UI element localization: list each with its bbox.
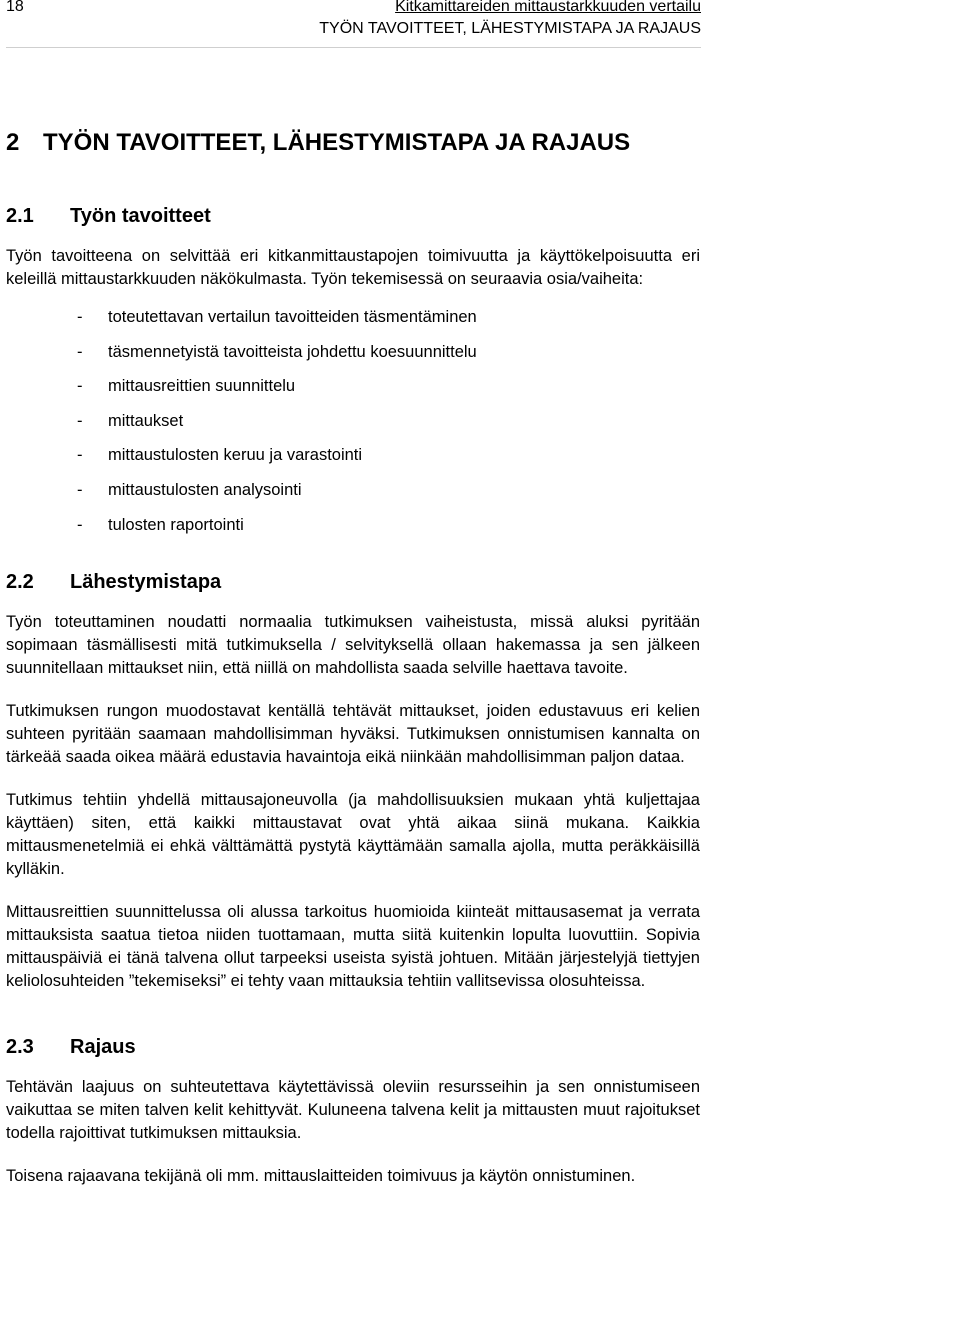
section-title: Rajaus bbox=[70, 1036, 136, 1059]
paragraph: Tutkimus tehtiin yhdellä mittausajoneuvolla (ja mahdollisuuksien mukaan yhtä kuljettajaa käyttäen) siten, että kaikki mittaustavat ovat yhtä aikaa siinä mukana. Kaikkia mittausmenetelmiä ei ehkä välttämättä pystytä käyttämään samalla ajolla, mutta peräkkäisillä kylläkin. bbox=[6, 791, 700, 879]
paragraph: Toisena rajaavana tekijänä oli mm. mittauslaitteiden toimivuus ja käytön onnistuminen. bbox=[6, 1167, 636, 1186]
page-body bbox=[6, 127, 700, 1208]
running-chapter-title: TYÖN TAVOITTEET, LÄHESTYMISTAPA JA RAJAUS bbox=[319, 20, 701, 37]
list-item: - mittaukset bbox=[77, 411, 184, 430]
list-item: - mittausreittien suunnittelu bbox=[77, 377, 296, 396]
section-title: Työn tavoitteet bbox=[70, 205, 211, 227]
paragraph: Tutkimuksen rungon muodostavat kentällä tehtävät mittaukset, joiden edustavuus eri kelien suhteen pyritään saamaan mahdollisimman hyväksi. Tutkimuksen onnistumisen kannalta on tärkeää saada oikea määrä edustavia havaintoja eikä niinkään mahdollisimman paljon dataa. bbox=[6, 702, 700, 767]
paragraph: Tehtävän laajuus on suhteutettava käytettävissä oleviin resursseihin ja sen onnistumiseen vaikuttaa se miten talven kelit kehittyvät. Kuluneena talvena kelit ja mittausten muut rajoitukset todella rajoittivat tutkimuksen mittauksia. bbox=[6, 1078, 700, 1143]
section-number: 2.3 bbox=[6, 1036, 34, 1059]
list-item: - tulosten raportointi bbox=[77, 515, 244, 534]
list-item: - mittaustulosten keruu ja varastointi bbox=[77, 446, 363, 465]
phase-list bbox=[6, 306, 700, 537]
section-heading-2-2 bbox=[6, 568, 700, 596]
section-title: Lähestymistapa bbox=[70, 571, 222, 594]
section-heading-2-3 bbox=[6, 1033, 700, 1061]
paragraph: Mittausreittien suunnittelussa oli alussa tarkoitus huomioida kiinteät mittausasemat ja verrata mittauksista saatua tietoa niiden tuottamaan, mutta siitä kuitenkin lopulta luovuttiin. Sopivia mittauspäiviä ei tänä talvena ollut tarpeeksi useista syistä johtuen. Mitään järjestelyjä tiettyjen keliolosuhteiden ”tekemiseksi” ei tehty vaan mittauksia tehtiin vallitsevissa olosuhteissa. bbox=[6, 903, 700, 991]
chapter-number: 2 bbox=[6, 129, 20, 156]
section-number: 2.2 bbox=[6, 571, 34, 594]
list-item: - mittaustulosten analysointi bbox=[77, 480, 302, 499]
document-title: Kitkamittareiden mittaustarkkuuden vertailu bbox=[395, 0, 701, 15]
header-divider bbox=[6, 47, 701, 48]
list-item: - toteutettavan vertailun tavoitteiden täsmentäminen bbox=[77, 308, 477, 326]
paragraph: Työn tavoitteena on selvittää eri kitkanmittaustapojen toimivuutta ja käyttökelpoisuutta eri keleillä mittaustarkkuuden näkökulmasta. Työn tekemisessä on seuraavia osia/vaiheita: bbox=[6, 247, 700, 288]
section-heading-2-1 bbox=[6, 202, 700, 230]
list-item: - täsmennetyistä tavoitteista johdettu koesuunnittelu bbox=[77, 342, 477, 361]
paragraph: Työn toteuttaminen noudatti normaalia tutkimuksen vaiheistusta, missä aluksi pyritään sopimaan täsmällisesti mitä tutkimuksella / selvityksellä ollaan hakemassa ja sen jälkeen suunnitellaan mittaukset niin, että niillä on mahdollista saada selville haettava tavoite. bbox=[6, 613, 700, 678]
page-number: 18 bbox=[6, 0, 24, 15]
section-number: 2.1 bbox=[6, 205, 34, 227]
page-header bbox=[0, 0, 960, 52]
chapter-title: TYÖN TAVOITTEET, LÄHESTYMISTAPA JA RAJAUS bbox=[43, 129, 631, 156]
chapter-heading bbox=[6, 127, 700, 159]
